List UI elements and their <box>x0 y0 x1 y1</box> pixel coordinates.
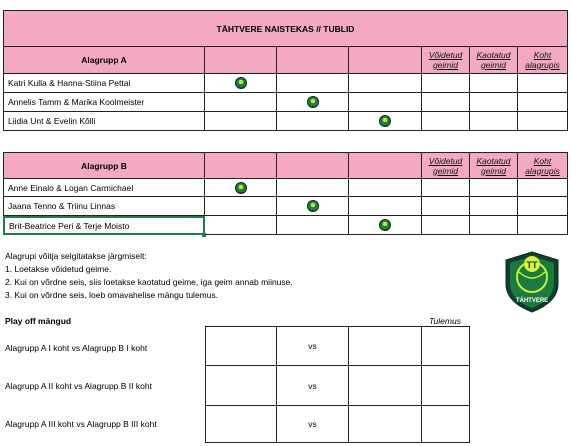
group-b-r3-won[interactable] <box>422 216 470 235</box>
playoff-r2-result[interactable] <box>422 366 470 406</box>
group-a-match-col-2 <box>277 47 349 74</box>
group-b-header: Alagrupp B <box>3 152 205 179</box>
group-a-r3-c2[interactable] <box>277 112 349 131</box>
group-b-match-col-1 <box>205 152 277 179</box>
playoff-r3-vs-cell[interactable] <box>277 406 349 443</box>
group-b-lost-games-header: Kaotatud geimid <box>470 152 518 179</box>
group-b-r3-c3[interactable] <box>349 216 422 235</box>
playoff-match-1: Alagrupp A I koht vs Alagrupp B I koht <box>5 343 148 353</box>
group-a-match-col-3 <box>349 47 422 74</box>
vs-label: vs <box>308 419 317 429</box>
logo-letters: TT <box>526 260 538 270</box>
group-b-r1-place[interactable] <box>518 179 568 197</box>
group-b-r2-c1[interactable] <box>205 197 277 216</box>
group-a-r2-c3[interactable] <box>349 93 422 112</box>
group-a-r3-c1[interactable] <box>205 112 277 131</box>
group-a-r3-won[interactable] <box>422 112 470 131</box>
vs-label: vs <box>308 341 317 351</box>
group-b-r1-won[interactable] <box>422 179 470 197</box>
group-a-r1-lost[interactable] <box>470 74 518 93</box>
playoff-r1-result[interactable] <box>422 326 470 366</box>
group-b-r1-c1[interactable] <box>205 179 277 197</box>
tennis-club-badge-icon <box>307 96 319 108</box>
group-b-won-games-header: Võidetud geimid <box>422 152 470 179</box>
rules-intro: Alagrupi võitja selgitatakse järgmiselt: <box>5 251 147 261</box>
group-b-place-header: Koht alagrupis <box>518 152 568 179</box>
group-a-team-2[interactable]: Annelis Tamm & Marika Koolmeister <box>3 93 205 112</box>
group-a-r2-won[interactable] <box>422 93 470 112</box>
group-a-r2-c1[interactable] <box>205 93 277 112</box>
group-a-r1-place[interactable] <box>518 74 568 93</box>
tennis-club-badge-icon <box>379 219 391 231</box>
group-b-r3-c2[interactable] <box>277 216 349 235</box>
group-b-team-1[interactable]: Anne Einalo & Logan Carmichael <box>3 179 205 197</box>
playoff-match-2: Alagrupp A II koht vs Alagrupp B II koht <box>5 381 152 391</box>
group-b-r1-c2[interactable] <box>277 179 349 197</box>
playoff-r1-vs-cell[interactable] <box>277 326 349 366</box>
group-a-r1-c3[interactable] <box>349 74 422 93</box>
group-a-r2-place[interactable] <box>518 93 568 112</box>
rule-1: 1. Loetakse võidetud geime. <box>5 264 112 274</box>
group-a-r1-won[interactable] <box>422 74 470 93</box>
group-b-match-col-3 <box>349 152 422 179</box>
playoff-r3-result[interactable] <box>422 406 470 443</box>
group-b-team-3-selected-cell[interactable]: Brit-Beatrice Peri & Terje Moisto <box>3 216 205 235</box>
group-a-r1-c1[interactable] <box>205 74 277 93</box>
group-b-r1-c3[interactable] <box>349 179 422 197</box>
playoff-title: Play off mängud <box>5 316 72 326</box>
rule-2: 2. Kui on võrdne seis, siis loetakse kaotatud geime, iga geim annab miinuse. <box>5 277 293 287</box>
group-a-r2-lost[interactable] <box>470 93 518 112</box>
group-b-r3-lost[interactable] <box>470 216 518 235</box>
group-b-r2-won[interactable] <box>422 197 470 216</box>
tahtvere-logo <box>503 250 561 314</box>
group-a-lost-games-header: Kaotatud geimid <box>470 47 518 74</box>
group-b-r2-c3[interactable] <box>349 197 422 216</box>
group-b-r3-place[interactable] <box>518 216 568 235</box>
playoff-r3-team-b[interactable] <box>349 406 422 443</box>
group-a-header: Alagrupp A <box>3 47 205 74</box>
group-a-r2-c2[interactable] <box>277 93 349 112</box>
tennis-club-badge-icon <box>307 200 319 212</box>
tennis-club-badge-icon <box>235 77 247 89</box>
group-a-r3-lost[interactable] <box>470 112 518 131</box>
group-b-r2-lost[interactable] <box>470 197 518 216</box>
group-a-team-3[interactable]: Liidia Unt & Evelin Kõlli <box>3 112 205 131</box>
group-b-team-2[interactable]: Jaana Tenno & Triinu Linnas <box>3 197 205 216</box>
group-b-r1-lost[interactable] <box>470 179 518 197</box>
group-b-r3-c1[interactable] <box>205 216 277 235</box>
playoff-match-3: Alagrupp A III koht vs Alagrupp B III koht <box>5 419 157 429</box>
playoff-r2-vs-cell[interactable] <box>277 366 349 406</box>
playoff-r3-team-a[interactable] <box>205 406 277 443</box>
playoff-r1-team-b[interactable] <box>349 326 422 366</box>
rule-3: 3. Kui on võrdne seis, loeb omavahelise mängu tulemus. <box>5 290 219 300</box>
playoff-r1-team-a[interactable] <box>205 326 277 366</box>
tennis-club-badge-icon <box>379 115 391 127</box>
sheet-title: TÄHTVERE NAISTEKAS // TUBLID <box>3 10 568 47</box>
playoff-r2-team-a[interactable] <box>205 366 277 406</box>
group-a-r3-place[interactable] <box>518 112 568 131</box>
result-header: Tulemus <box>429 316 461 326</box>
vs-label: vs <box>308 380 317 391</box>
group-a-place-header: Koht alagrupis <box>518 47 568 74</box>
group-b-r2-c2[interactable] <box>277 197 349 216</box>
group-a-team-1[interactable]: Katri Kulla & Hanna-Stiina Pettai <box>3 74 205 93</box>
tennis-club-badge-icon <box>235 182 247 194</box>
group-b-match-col-2 <box>277 152 349 179</box>
group-a-match-col-1 <box>205 47 277 74</box>
group-b-r2-place[interactable] <box>518 197 568 216</box>
logo-text: TÄHTVERE <box>515 298 549 304</box>
playoff-r2-team-b[interactable] <box>349 366 422 406</box>
group-a-won-games-header: Võidetud geimid <box>422 47 470 74</box>
group-a-r3-c3[interactable] <box>349 112 422 131</box>
group-a-r1-c2[interactable] <box>277 74 349 93</box>
